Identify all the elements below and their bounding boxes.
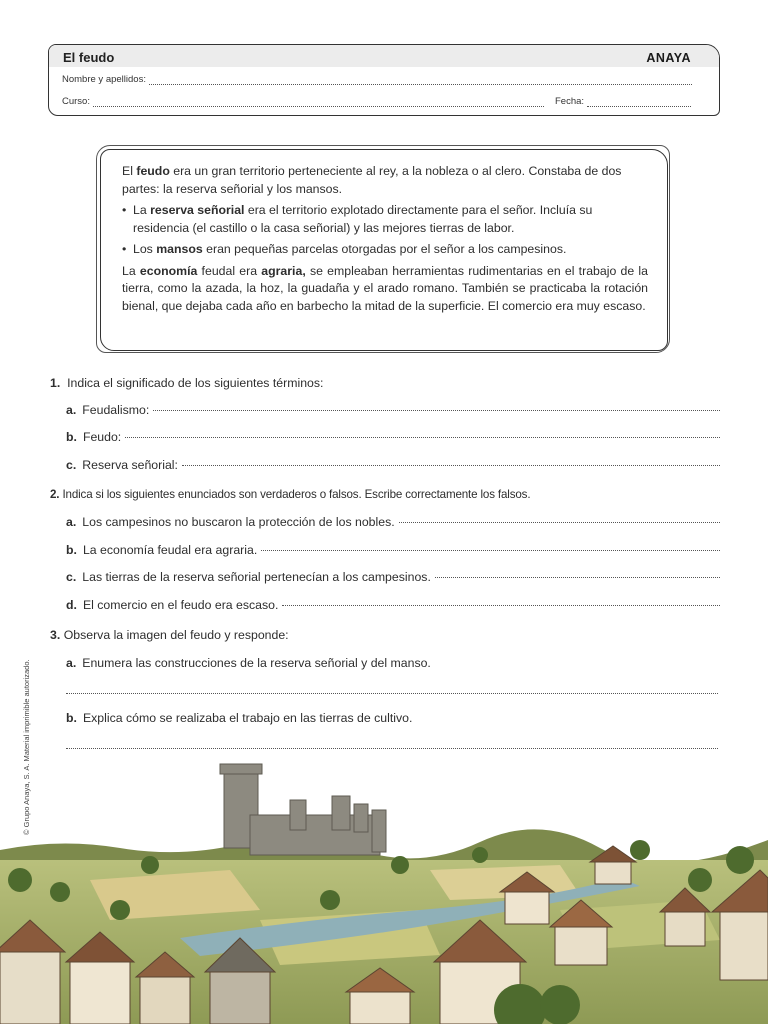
name-label: Nombre y apellidos: — [62, 74, 146, 85]
q3-item-a: a. Enumera las construcciones de la reserva señorial y del manso. — [66, 656, 431, 670]
info-paragraph-1: El feudo era un gran territorio perteneciente al rey, a la nobleza o al clero. Constaba de dos partes: la reserva señorial y los mansos. — [122, 164, 622, 196]
course-field[interactable] — [62, 96, 544, 107]
q2-item-b[interactable]: b. La economía feudal era agraria. — [66, 543, 720, 557]
q3-item-b: b. Explica cómo se realizaba el trabajo en las tierras de cultivo. — [66, 711, 413, 725]
question-1: 1. Indica el significado de los siguientes términos: — [50, 376, 324, 390]
q1-item-b[interactable]: b. Feudo: — [66, 430, 720, 444]
castle — [220, 764, 386, 855]
publisher-logo: ANAYA — [646, 51, 691, 65]
name-field[interactable] — [62, 74, 692, 85]
date-label: Fecha: — [555, 96, 585, 107]
q1-item-a[interactable]: a. Feudalismo: — [66, 403, 720, 417]
q3-a-answer-line[interactable] — [66, 693, 718, 694]
info-box-text — [122, 163, 648, 315]
copyright-note: © Grupo Anaya, S. A. Material imprimible autorizado. — [22, 659, 31, 835]
date-blank[interactable] — [587, 98, 691, 107]
header-title-band — [49, 45, 719, 67]
answer-line[interactable] — [399, 521, 720, 523]
q1-item-c[interactable]: c. Reserva señorial: — [66, 458, 720, 472]
bullet-icon: • — [122, 203, 127, 217]
bullet-icon: • — [122, 242, 127, 256]
info-paragraph-2: La economía feudal era agraria, se empleaban herramientas rudimentarias en el trabajo de la tierra, como la azada, la hoz, la guadaña y el arado romano. También se practicaba la rotación bienal, que dejaba cada año en barbecho la mitad de la superficie. El comercio era muy escaso. — [122, 263, 648, 313]
q3-b-answer-line[interactable] — [66, 748, 718, 749]
q2-item-d[interactable]: d. El comercio en el feudo era escaso. — [66, 598, 720, 612]
course-label: Curso: — [62, 96, 90, 107]
answer-line[interactable] — [153, 409, 720, 411]
answer-line[interactable] — [282, 604, 720, 606]
answer-line[interactable] — [435, 576, 720, 578]
info-bullet-reserva: • La reserva señorial era el territorio explotado directamente para el señor. Incluía su residencia (el castillo o la casa señorial) y las mejores tierras de labor. — [122, 202, 648, 237]
worksheet-title: El feudo — [63, 50, 115, 65]
info-bullet-mansos: • Los mansos eran pequeñas parcelas otorgadas por el señor a los campesinos. — [122, 241, 648, 259]
name-blank[interactable] — [149, 76, 692, 85]
answer-line[interactable] — [261, 549, 720, 551]
q2-item-c[interactable]: c. Las tierras de la reserva señorial pertenecían a los campesinos. — [66, 570, 720, 584]
question-3: 3. Observa la imagen del feudo y responde: — [50, 628, 289, 642]
answer-line[interactable] — [125, 436, 720, 438]
course-blank[interactable] — [93, 98, 544, 107]
q2-item-a[interactable]: a. Los campesinos no buscaron la protección de los nobles. — [66, 515, 720, 529]
question-2: 2. Indica si los siguientes enunciados son verdaderos o falsos. Escribe correctamente los falsos. — [50, 488, 531, 501]
answer-line[interactable] — [182, 464, 720, 466]
date-field[interactable] — [555, 96, 691, 107]
fief-illustration — [0, 760, 768, 1024]
